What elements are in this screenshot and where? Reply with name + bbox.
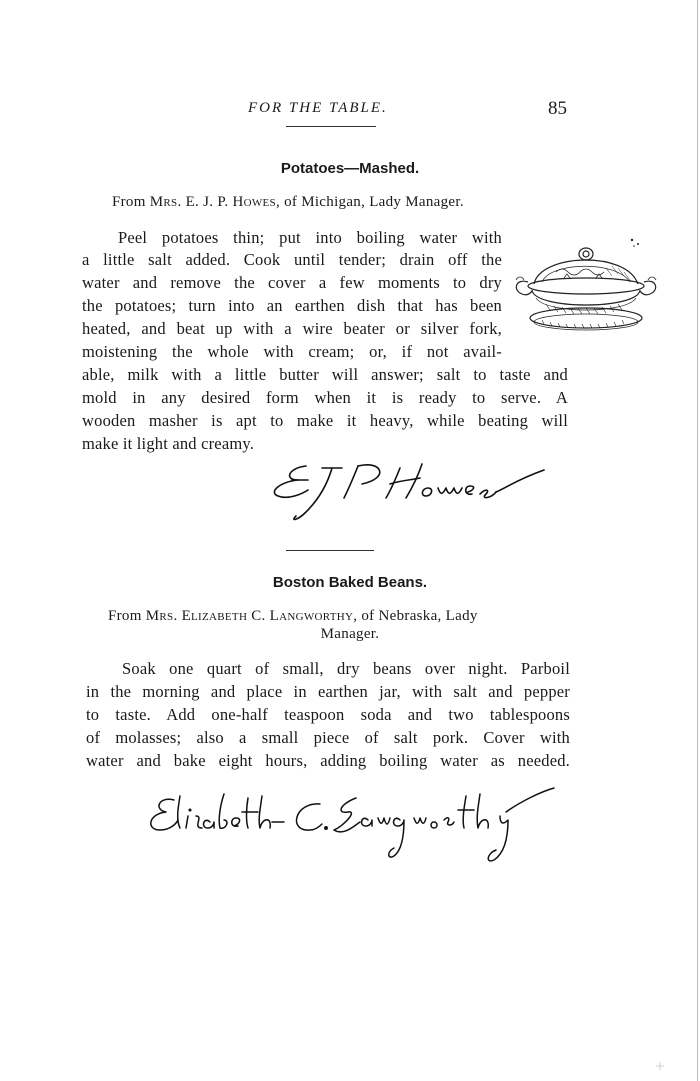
covered-serving-dish-icon: [506, 232, 662, 340]
recipe-line: water and bake eight hours, adding boiling water as needed.: [86, 751, 570, 770]
recipe-line: to taste. Add one-half teaspoon soda and two tablespoons: [86, 705, 570, 724]
attribution-continuation: Manager.: [320, 626, 380, 642]
recipe-line: moistening the whole with cream; or, if not avail-: [82, 342, 502, 361]
recipe-line: Peel potatoes thin; put into boiling water with: [118, 228, 502, 247]
recipe-line: a little salt added. Cook until tender; drain off the: [82, 250, 502, 269]
attribution-prefix: From: [112, 194, 146, 210]
attribution-suffix: of Nebraska, Lady: [361, 608, 478, 624]
recipe-line: mold in any desired form when it is ready to serve. A: [82, 388, 568, 407]
scan-mark-icon: [654, 1060, 666, 1072]
recipe-line: heated, and beat up with a wire beater or silver fork,: [82, 319, 502, 338]
recipe-line: wooden masher is apt to make it heavy, while beating will: [82, 411, 568, 430]
recipe-title: Boston Baked Beans.: [272, 574, 428, 591]
recipe-line: able, milk with a little butter will answer; salt to taste and: [82, 365, 568, 384]
recipe-line: Soak one quart of small, dry beans over night. Parboil: [122, 659, 570, 678]
running-header: [0, 98, 700, 128]
recipe-line: of molasses; also a small piece of salt pork. Cover with: [86, 728, 570, 747]
attribution-prefix: From: [108, 608, 142, 624]
attribution-name: Mrs. E. J. P. Howes,: [149, 194, 280, 210]
attribution-name: Mrs. Elizabeth C. Langworthy,: [145, 608, 358, 624]
recipe-title: Potatoes—Mashed.: [280, 160, 420, 177]
header-rule: [286, 126, 376, 127]
recipe-line: the potatoes; turn into an earthen dish that has been: [82, 296, 502, 315]
signature-howes: [262, 458, 568, 528]
recipe-attribution: [108, 608, 478, 625]
recipe-line: water and remove the cover a few moments to dry: [82, 273, 502, 292]
page-number: 85: [548, 98, 567, 119]
recipe-line: make it light and creamy.: [82, 434, 255, 453]
recipe-line: in the morning and place in earthen jar, with salt and pepper: [86, 682, 570, 701]
recipe-attribution: [112, 194, 464, 211]
attribution-suffix: of Michigan, Lady Manager.: [284, 194, 464, 210]
running-title: FOR THE TABLE.: [248, 100, 388, 116]
signature-langworthy: [144, 786, 570, 866]
section-divider: [286, 550, 374, 551]
